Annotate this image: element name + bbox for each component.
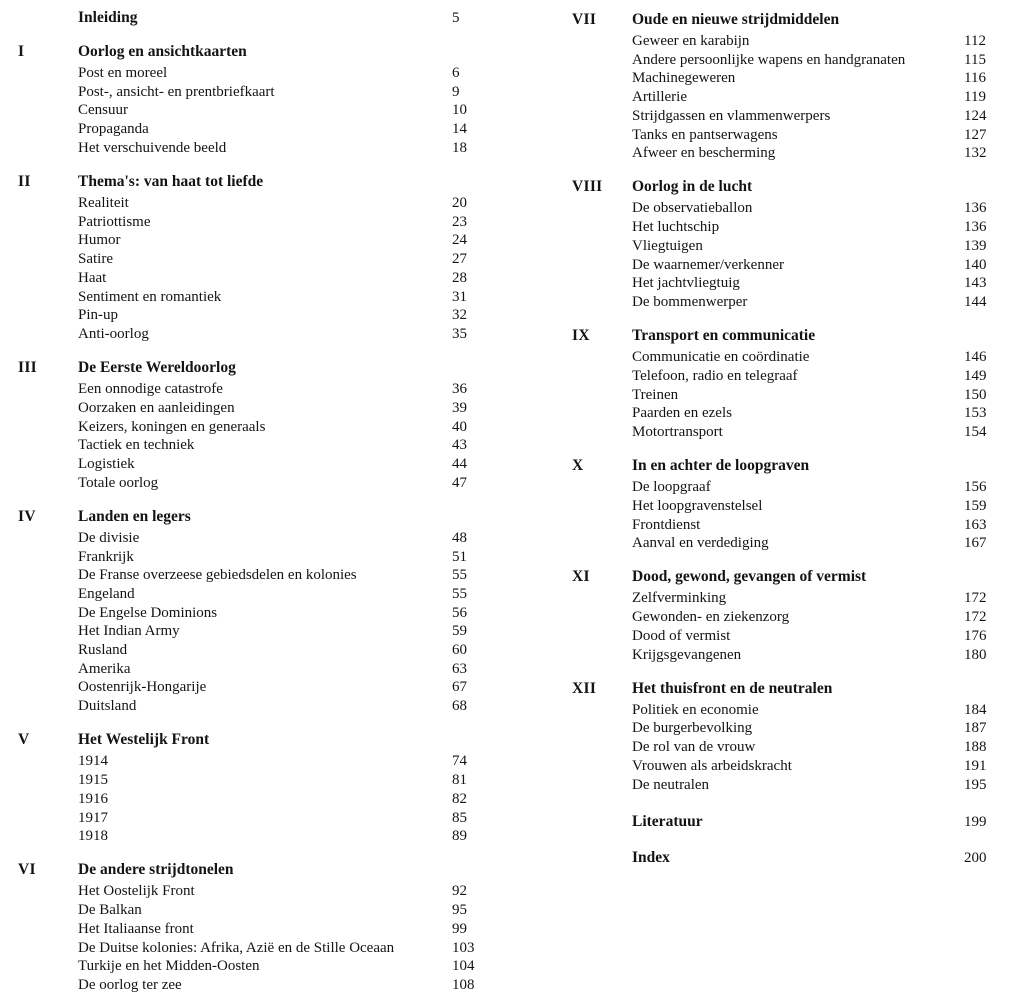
entry-page-number: 163 bbox=[964, 516, 987, 533]
toc-entry-row[interactable] bbox=[572, 199, 1024, 217]
chapter-title: Thema's: van haat tot liefde bbox=[78, 173, 264, 191]
toc-entry-row[interactable] bbox=[18, 957, 512, 975]
entry-title: De bommenwerper bbox=[632, 293, 748, 310]
entry-page-number: 176 bbox=[964, 627, 987, 644]
toc-entry-row[interactable] bbox=[572, 516, 1024, 534]
toc-entry-row[interactable] bbox=[18, 901, 512, 919]
entry-page-number: 32 bbox=[452, 307, 467, 324]
entry-title: Zelfverminking bbox=[632, 590, 727, 607]
entry-title: Gewonden- en ziekenzorg bbox=[632, 609, 790, 626]
entry-title: De oorlog ter zee bbox=[78, 976, 182, 993]
entry-title: Het jachtvliegtuig bbox=[632, 275, 740, 292]
toc-entry-row[interactable] bbox=[572, 237, 1024, 255]
chapter-roman-numeral: X bbox=[572, 457, 584, 475]
toc-entry-row[interactable] bbox=[572, 256, 1024, 274]
entry-title: Frankrijk bbox=[78, 548, 134, 565]
entry-page-number: 136 bbox=[964, 219, 987, 236]
entry-title: Haat bbox=[78, 269, 107, 286]
entry-page-number: 40 bbox=[452, 418, 467, 435]
back-matter-row-literatuur[interactable] bbox=[572, 814, 1024, 830]
entry-title: De Engelse Dominions bbox=[78, 604, 218, 621]
left-chapters-container bbox=[18, 42, 512, 994]
toc-entry-row[interactable] bbox=[572, 88, 1024, 106]
toc-chapter-thema-s-van-haat-tot-liefde bbox=[18, 172, 512, 343]
entry-title: Post-, ansicht- en prentbriefkaart bbox=[78, 83, 275, 100]
toc-entry-row[interactable] bbox=[18, 678, 512, 696]
toc-chapter-transport-en-communicatie bbox=[572, 326, 1024, 441]
entry-title: Pin-up bbox=[78, 307, 119, 324]
chapter-roman-numeral: VIII bbox=[572, 178, 603, 196]
toc-entry-row[interactable] bbox=[572, 293, 1024, 311]
entry-page-number: 36 bbox=[452, 381, 467, 398]
chapter-heading-row[interactable] bbox=[18, 507, 512, 526]
entry-title: Dood of vermist bbox=[632, 627, 731, 644]
entry-title: Motortransport bbox=[632, 423, 723, 440]
entry-page-number: 188 bbox=[964, 739, 987, 756]
entry-page-number: 20 bbox=[452, 195, 467, 212]
chapter-roman-numeral: XI bbox=[572, 568, 590, 586]
entry-title: Aanval en verdediging bbox=[632, 535, 769, 552]
toc-entry-row[interactable] bbox=[18, 566, 512, 584]
toc-entry-row[interactable] bbox=[572, 51, 1024, 69]
toc-entry-row[interactable] bbox=[18, 101, 512, 119]
toc-entry-row[interactable] bbox=[572, 218, 1024, 236]
entry-page-number: 47 bbox=[452, 474, 467, 491]
entry-title: Rusland bbox=[78, 642, 128, 659]
back-matter-row-index[interactable] bbox=[572, 850, 1024, 866]
entry-title: Vliegtuigen bbox=[632, 237, 703, 254]
entry-title: Totale oorlog bbox=[78, 474, 159, 491]
toc-entry-row[interactable] bbox=[18, 83, 512, 101]
toc-entry-row[interactable] bbox=[18, 194, 512, 212]
chapter-roman-numeral: II bbox=[18, 173, 31, 191]
toc-entry-row[interactable] bbox=[572, 757, 1024, 775]
entry-page-number: 127 bbox=[964, 126, 987, 143]
entry-page-number: 48 bbox=[452, 529, 467, 546]
entry-page-number: 95 bbox=[452, 902, 467, 919]
toc-entry-row[interactable] bbox=[18, 641, 512, 659]
entry-page-number: 56 bbox=[452, 604, 467, 621]
toc-entry-row[interactable] bbox=[572, 274, 1024, 292]
toc-entry-row[interactable] bbox=[18, 380, 512, 398]
toc-intro-row[interactable] bbox=[18, 10, 512, 26]
toc-entry-row[interactable] bbox=[18, 939, 512, 957]
toc-entry-row[interactable] bbox=[18, 604, 512, 622]
toc-entry-row[interactable] bbox=[18, 474, 512, 492]
right-chapters-container bbox=[572, 10, 1024, 794]
toc-entry-row[interactable] bbox=[572, 367, 1024, 385]
chapter-title: Transport en communicatie bbox=[632, 327, 816, 345]
entry-title: Strijdgassen en vlammenwerpers bbox=[632, 107, 831, 124]
toc-entry-row[interactable] bbox=[572, 423, 1024, 441]
toc-entry-row[interactable] bbox=[18, 269, 512, 287]
entry-page-number: 149 bbox=[964, 367, 987, 384]
toc-entry-row[interactable] bbox=[572, 348, 1024, 366]
entry-page-number: 51 bbox=[452, 548, 467, 565]
toc-entry-row[interactable] bbox=[18, 920, 512, 938]
entry-page-number: 89 bbox=[452, 828, 467, 845]
toc-entry-row[interactable] bbox=[18, 250, 512, 268]
chapter-roman-numeral: IX bbox=[572, 327, 590, 345]
chapter-title: Oorlog in de lucht bbox=[632, 178, 753, 196]
entry-page-number: 159 bbox=[964, 497, 987, 514]
entry-page-number: 23 bbox=[452, 213, 467, 230]
entry-page-number: 44 bbox=[452, 455, 467, 472]
chapter-title: In en achter de loopgraven bbox=[632, 457, 810, 475]
entry-page-number: 9 bbox=[452, 83, 460, 100]
entry-title: De burgerbevolking bbox=[632, 720, 753, 737]
entry-page-number: 35 bbox=[452, 325, 467, 342]
toc-entry-row[interactable] bbox=[18, 436, 512, 454]
toc-entry-row[interactable] bbox=[18, 399, 512, 417]
entry-page-number: 116 bbox=[964, 70, 986, 87]
entry-page-number: 99 bbox=[452, 920, 467, 937]
toc-entry-row[interactable] bbox=[572, 69, 1024, 87]
toc-entry-row[interactable] bbox=[18, 827, 512, 845]
toc-chapter-dood-gewond-gevangen-of-vermist bbox=[572, 567, 1024, 663]
toc-entry-row[interactable] bbox=[572, 478, 1024, 496]
entry-page-number: 115 bbox=[964, 51, 986, 68]
toc-entry-row[interactable] bbox=[18, 306, 512, 324]
toc-chapter-het-thuisfront-en-de-neutralen bbox=[572, 679, 1024, 794]
chapter-roman-numeral: VII bbox=[572, 11, 597, 28]
entry-title: Censuur bbox=[78, 102, 128, 119]
chapter-title: Het thuisfront en de neutralen bbox=[632, 679, 833, 697]
toc-entry-row[interactable] bbox=[572, 534, 1024, 552]
toc-entry-row[interactable] bbox=[18, 455, 512, 473]
toc-chapter-oorlog-in-de-lucht bbox=[572, 177, 1024, 311]
entry-title: Humor bbox=[78, 232, 121, 249]
toc-entry-row[interactable] bbox=[572, 386, 1024, 404]
toc-entry-row[interactable] bbox=[18, 325, 512, 343]
entry-title: Communicatie en coördinatie bbox=[632, 349, 810, 366]
toc-entry-row[interactable] bbox=[18, 622, 512, 640]
entry-page-number: 195 bbox=[964, 776, 987, 793]
chapter-title: Landen en legers bbox=[78, 507, 191, 525]
toc-entry-row[interactable] bbox=[18, 771, 512, 789]
entry-title: Het verschuivende beeld bbox=[78, 139, 227, 156]
toc-left-column bbox=[0, 9, 512, 993]
back-matter-title: Literatuur bbox=[632, 812, 703, 830]
entry-page-number: 103 bbox=[452, 939, 475, 956]
entry-page-number: 146 bbox=[964, 349, 987, 366]
toc-entry-row[interactable] bbox=[18, 418, 512, 436]
toc-entry-row[interactable] bbox=[572, 144, 1024, 162]
toc-chapter-oorlog-en-ansichtkaarten bbox=[18, 42, 512, 157]
entry-page-number: 39 bbox=[452, 399, 467, 416]
chapter-title: De andere strijdtonelen bbox=[78, 861, 234, 879]
toc-chapter-in-en-achter-de-loopgraven bbox=[572, 456, 1024, 552]
toc-chapter-het-westelijk-front bbox=[18, 730, 512, 845]
entry-title: Afweer en bescherming bbox=[632, 145, 776, 162]
entry-page-number: 140 bbox=[964, 256, 987, 273]
entry-page-number: 24 bbox=[452, 232, 467, 249]
entry-title: De loopgraaf bbox=[632, 479, 711, 496]
toc-entry-row[interactable] bbox=[18, 882, 512, 900]
entry-page-number: 187 bbox=[964, 720, 987, 737]
entry-page-number: 180 bbox=[964, 646, 987, 663]
chapter-title: Dood, gewond, gevangen of vermist bbox=[632, 568, 867, 586]
entry-page-number: 139 bbox=[964, 237, 987, 254]
entry-title: Sentiment en romantiek bbox=[78, 288, 222, 305]
entry-title: Amerika bbox=[78, 660, 131, 677]
toc-chapter-de-eerste-wereldoorlog bbox=[18, 358, 512, 492]
toc-entry-row[interactable] bbox=[572, 126, 1024, 144]
chapter-heading-row[interactable] bbox=[572, 567, 1024, 586]
entry-title: Satire bbox=[78, 251, 113, 268]
toc-entry-row[interactable] bbox=[572, 608, 1024, 626]
entry-page-number: 119 bbox=[964, 89, 986, 106]
entry-title: Realiteit bbox=[78, 195, 129, 212]
toc-entry-row[interactable] bbox=[572, 497, 1024, 515]
toc-entry-row[interactable] bbox=[572, 627, 1024, 645]
entry-page-number: 18 bbox=[452, 139, 467, 156]
entry-page-number: 167 bbox=[964, 535, 987, 552]
entry-title: Logistiek bbox=[78, 455, 135, 472]
entry-page-number: 14 bbox=[452, 121, 467, 138]
entry-page-number: 43 bbox=[452, 437, 467, 454]
entry-title: Paarden en ezels bbox=[632, 405, 732, 422]
entry-title: 1916 bbox=[78, 790, 108, 807]
entry-title: Treinen bbox=[632, 386, 679, 403]
entry-title: 1915 bbox=[78, 772, 108, 789]
entry-page-number: 6 bbox=[452, 65, 460, 81]
toc-entry-row[interactable] bbox=[18, 64, 512, 82]
entry-page-number: 68 bbox=[452, 698, 467, 715]
chapter-heading-row[interactable] bbox=[572, 177, 1024, 196]
intro-page: 5 bbox=[452, 10, 460, 26]
toc-chapter-de-andere-strijdtonelen bbox=[18, 860, 512, 994]
entry-title: Een onnodige catastrofe bbox=[78, 381, 223, 398]
entry-title: Het Italiaanse front bbox=[78, 920, 194, 937]
entry-page-number: 156 bbox=[964, 479, 987, 496]
chapter-heading-row[interactable] bbox=[18, 42, 512, 61]
entry-title: Vrouwen als arbeidskracht bbox=[632, 757, 792, 774]
entry-page-number: 112 bbox=[964, 33, 986, 49]
entry-title: Krijgsgevangenen bbox=[632, 646, 742, 663]
entry-page-number: 31 bbox=[452, 288, 467, 305]
toc-entry-row[interactable] bbox=[18, 976, 512, 994]
entry-title: Het luchtschip bbox=[632, 219, 720, 236]
toc-entry-row[interactable] bbox=[18, 697, 512, 715]
entry-page-number: 67 bbox=[452, 679, 467, 696]
entry-title: Tactiek en techniek bbox=[78, 437, 195, 454]
back-matter-page-number: 199 bbox=[964, 813, 987, 830]
toc-entry-row[interactable] bbox=[18, 120, 512, 138]
entry-title: Engeland bbox=[78, 585, 135, 602]
entry-page-number: 59 bbox=[452, 623, 467, 640]
entry-title: De waarnemer/verkenner bbox=[632, 256, 784, 273]
toc-entry-row[interactable] bbox=[572, 589, 1024, 607]
toc-entry-row[interactable] bbox=[18, 790, 512, 808]
entry-page-number: 28 bbox=[452, 269, 467, 286]
entry-title: Het loopgravenstelsel bbox=[632, 497, 763, 514]
entry-title: De Duitse kolonies: Afrika, Azië en de Stille Oceaan bbox=[78, 939, 395, 956]
entry-title: De divisie bbox=[78, 529, 140, 546]
toc-entry-row[interactable] bbox=[572, 719, 1024, 737]
entry-page-number: 153 bbox=[964, 405, 987, 422]
toc-entry-row[interactable] bbox=[18, 213, 512, 231]
chapter-heading-row[interactable] bbox=[18, 172, 512, 191]
entry-title: De observatieballon bbox=[632, 200, 753, 217]
entry-title: De Franse overzeese gebiedsdelen en kolonies bbox=[78, 567, 357, 584]
entry-page-number: 82 bbox=[452, 790, 467, 807]
entry-page-number: 63 bbox=[452, 660, 467, 677]
entry-title: De Balkan bbox=[78, 902, 142, 919]
chapter-heading-row[interactable] bbox=[572, 326, 1024, 345]
entry-title: Andere persoonlijke wapens en handgranaten bbox=[632, 51, 906, 68]
toc-entry-row[interactable] bbox=[18, 529, 512, 547]
chapter-heading-row[interactable] bbox=[18, 730, 512, 749]
entry-title: Duitsland bbox=[78, 698, 137, 715]
chapter-roman-numeral: XII bbox=[572, 679, 597, 697]
entry-page-number: 74 bbox=[452, 753, 467, 770]
entry-title: Keizers, koningen en generaals bbox=[78, 418, 266, 435]
entry-page-number: 55 bbox=[452, 567, 467, 584]
entry-title: Oostenrijk-Hongarije bbox=[78, 679, 207, 696]
chapter-title: De Eerste Wereldoorlog bbox=[78, 359, 236, 377]
entry-title: Het Oostelijk Front bbox=[78, 883, 195, 900]
entry-page-number: 124 bbox=[964, 107, 987, 124]
toc-entry-row[interactable] bbox=[18, 585, 512, 603]
entry-title: Tanks en pantserwagens bbox=[632, 126, 778, 143]
chapter-title: Oude en nieuwe strijdmiddelen bbox=[632, 11, 840, 28]
toc-entry-row[interactable] bbox=[572, 32, 1024, 50]
toc-entry-row[interactable] bbox=[572, 107, 1024, 125]
entry-title: Propaganda bbox=[78, 121, 149, 138]
entry-title: Geweer en karabijn bbox=[632, 33, 750, 49]
entry-page-number: 55 bbox=[452, 585, 467, 602]
toc-chapter-landen-en-legers bbox=[18, 507, 512, 716]
toc-right-column bbox=[512, 10, 1024, 866]
chapter-heading-row[interactable] bbox=[572, 10, 1024, 29]
entry-title: Telefoon, radio en telegraaf bbox=[632, 367, 798, 384]
chapter-heading-row[interactable] bbox=[572, 679, 1024, 698]
chapter-heading-row[interactable] bbox=[572, 456, 1024, 475]
entry-page-number: 60 bbox=[452, 642, 467, 659]
entry-title: 1918 bbox=[78, 828, 108, 845]
chapter-roman-numeral: I bbox=[18, 43, 25, 60]
chapter-roman-numeral: IV bbox=[18, 507, 36, 525]
entry-page-number: 144 bbox=[964, 293, 987, 310]
toc-entry-row[interactable] bbox=[18, 231, 512, 249]
toc-chapter-oude-en-nieuwe-strijdmiddelen bbox=[572, 10, 1024, 162]
entry-title: Oorzaken en aanleidingen bbox=[78, 399, 235, 416]
entry-title: Artillerie bbox=[632, 89, 687, 106]
entry-page-number: 136 bbox=[964, 200, 987, 217]
entry-page-number: 191 bbox=[964, 757, 987, 774]
entry-page-number: 154 bbox=[964, 423, 987, 440]
chapter-title: Oorlog en ansichtkaarten bbox=[78, 43, 247, 60]
entry-page-number: 92 bbox=[452, 883, 467, 900]
entry-title: Frontdienst bbox=[632, 516, 701, 533]
entry-title: Het Indian Army bbox=[78, 623, 180, 640]
chapter-roman-numeral: V bbox=[18, 731, 30, 749]
chapter-title: Het Westelijk Front bbox=[78, 731, 210, 749]
toc-entry-row[interactable] bbox=[18, 752, 512, 770]
toc-entry-row[interactable] bbox=[18, 809, 512, 827]
back-matter-container bbox=[572, 814, 1024, 866]
entry-page-number: 81 bbox=[452, 772, 467, 789]
entry-title: 1917 bbox=[78, 809, 108, 826]
entry-title: Turkije en het Midden-Oosten bbox=[78, 958, 260, 975]
chapter-roman-numeral: VI bbox=[18, 861, 36, 879]
entry-title: Patriottisme bbox=[78, 213, 151, 230]
entry-page-number: 104 bbox=[452, 958, 475, 975]
entry-page-number: 150 bbox=[964, 386, 987, 403]
entry-page-number: 143 bbox=[964, 275, 987, 292]
entry-title: De neutralen bbox=[632, 776, 710, 793]
entry-title: 1914 bbox=[78, 753, 108, 770]
entry-title: Post en moreel bbox=[78, 65, 168, 81]
toc-entry-row[interactable] bbox=[18, 660, 512, 678]
entry-page-number: 172 bbox=[964, 609, 987, 626]
toc-entry-row[interactable] bbox=[572, 738, 1024, 756]
entry-page-number: 132 bbox=[964, 145, 987, 162]
entry-title: Anti-oorlog bbox=[78, 325, 149, 342]
chapter-roman-numeral: III bbox=[18, 359, 37, 377]
toc-entry-row[interactable] bbox=[18, 288, 512, 306]
entry-title: Machinegeweren bbox=[632, 70, 736, 87]
entry-page-number: 27 bbox=[452, 251, 467, 268]
entry-page-number: 108 bbox=[452, 976, 475, 993]
toc-entry-row[interactable] bbox=[572, 404, 1024, 422]
entry-title: De rol van de vrouw bbox=[632, 739, 756, 756]
entry-page-number: 85 bbox=[452, 809, 467, 826]
entry-page-number: 184 bbox=[964, 701, 987, 718]
back-matter-title: Index bbox=[632, 848, 670, 866]
toc-entry-row[interactable] bbox=[572, 701, 1024, 719]
toc-entry-row[interactable] bbox=[572, 776, 1024, 794]
back-matter-page-number: 200 bbox=[964, 849, 987, 866]
toc-entry-row[interactable] bbox=[572, 646, 1024, 664]
entry-page-number: 172 bbox=[964, 590, 987, 607]
chapter-heading-row[interactable] bbox=[18, 860, 512, 879]
intro-title: Inleiding bbox=[78, 9, 138, 26]
toc-entry-row[interactable] bbox=[18, 139, 512, 157]
entry-title: Politiek en economie bbox=[632, 701, 759, 718]
chapter-heading-row[interactable] bbox=[18, 358, 512, 377]
entry-page-number: 10 bbox=[452, 102, 467, 119]
toc-entry-row[interactable] bbox=[18, 548, 512, 566]
